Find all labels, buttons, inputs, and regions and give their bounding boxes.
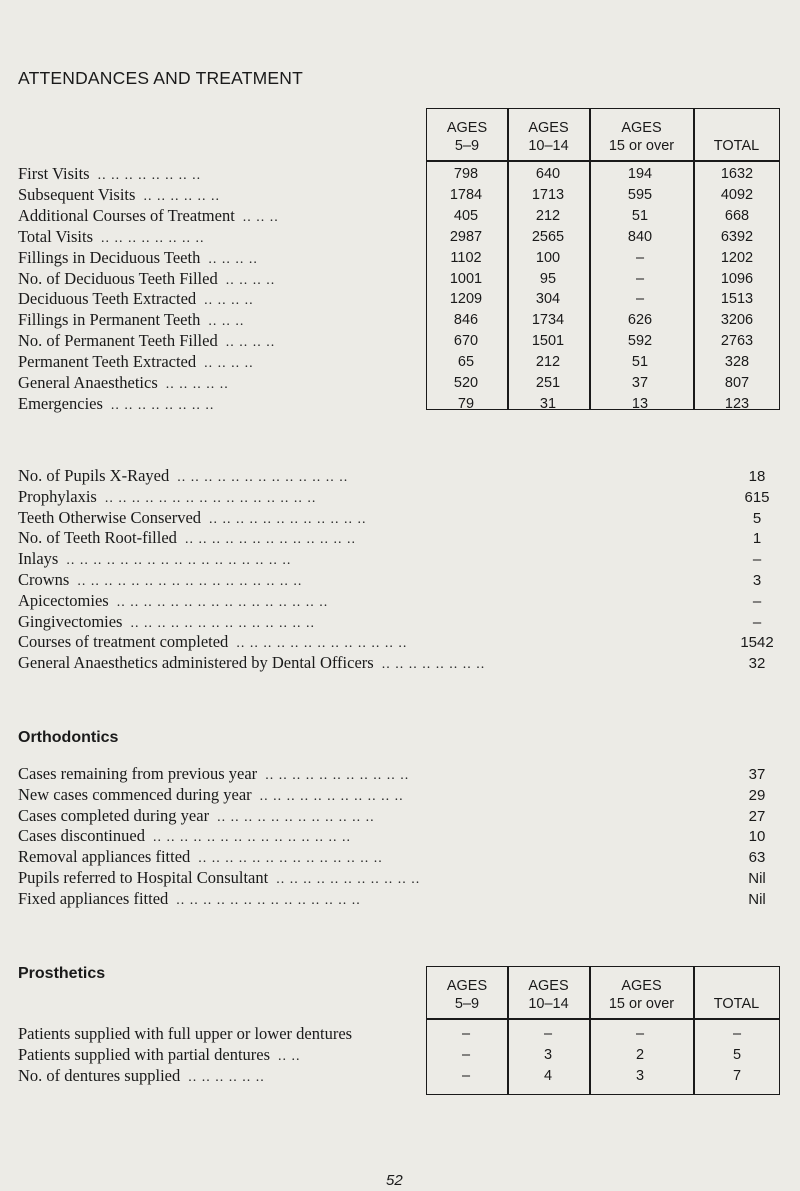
row-label — [18, 612, 315, 632]
list-value: 18 — [748, 468, 766, 485]
table-cell: – — [635, 1026, 645, 1042]
table-cell: 95 — [539, 271, 557, 287]
row-label-text: Cases discontinued — [18, 826, 145, 845]
row-label-text: New cases commenced during year — [18, 785, 252, 804]
table-cell: 31 — [539, 396, 557, 412]
list-value: 1 — [752, 530, 762, 547]
row-label-text: No. of Teeth Root-filled — [18, 528, 177, 547]
table-cell: 670 — [453, 333, 479, 349]
table-cell: – — [461, 1047, 471, 1063]
row-label — [18, 466, 348, 486]
leader-dots: .. .. .. .. .. .. .. .. .. .. .. .. .. .. .. — [152, 830, 351, 845]
list-value: – — [752, 593, 762, 610]
list-value: 27 — [748, 808, 766, 825]
table-cell: 668 — [724, 208, 750, 224]
leader-dots: .. .. .. .. — [225, 335, 276, 350]
leader-dots: .. .. .. .. .. .. .. .. .. .. .. .. .. — [184, 532, 356, 547]
leader-dots: .. .. .. .. .. .. .. .. .. .. .. .. .. .. — [176, 893, 361, 908]
table-cell: 595 — [627, 187, 653, 203]
row-label-text: Additional Courses of Treatment — [18, 206, 235, 225]
table-cell: 1734 — [531, 312, 565, 328]
row-label-text: Teeth Otherwise Conserved — [18, 508, 202, 527]
leader-dots: .. .. .. .. .. .. .. .. — [110, 398, 215, 413]
table-cell: 6392 — [720, 229, 754, 245]
row-label — [18, 352, 254, 372]
row-label — [18, 764, 409, 784]
row-label-text: Cases remaining from previous year — [18, 764, 258, 783]
leader-dots: .. .. .. .. .. .. .. .. — [101, 231, 205, 246]
leader-dots: .. .. .. .. .. .. .. .. .. .. .. .. .. .. — [130, 616, 315, 631]
table-cell: 3 — [635, 1068, 645, 1084]
list-value: 615 — [744, 489, 770, 506]
table-cell: 212 — [535, 354, 561, 370]
list-value: 29 — [748, 787, 766, 804]
table-cell: 328 — [724, 354, 750, 370]
row-label-text: Pupils referred to Hospital Consultant — [18, 868, 269, 887]
table-cell: 1513 — [720, 291, 754, 307]
leader-dots: .. .. .. .. — [208, 252, 258, 267]
table-cell: 2987 — [449, 229, 483, 245]
table-cell: 51 — [631, 208, 649, 224]
list-value: – — [752, 551, 762, 568]
leader-dots: .. .. .. — [242, 210, 279, 225]
table-cell: 212 — [535, 208, 561, 224]
row-label — [18, 185, 220, 205]
leader-dots: .. .. .. .. .. .. .. .. .. .. .. .. .. .. .. .. .. — [66, 553, 292, 568]
row-label — [18, 570, 302, 590]
list-value: – — [752, 614, 762, 631]
row-label — [18, 868, 420, 888]
table-cell: 13 — [631, 396, 649, 412]
table-cell: 194 — [627, 166, 653, 182]
table-cell: 2565 — [531, 229, 565, 245]
leader-dots: .. .. .. .. .. .. .. .. .. .. .. .. .. — [177, 470, 349, 485]
row-label — [18, 632, 407, 652]
table-cell: – — [732, 1026, 742, 1042]
row-label-text: General Anaesthetics — [18, 373, 158, 392]
row-label — [18, 1066, 265, 1086]
leader-dots: .. .. .. .. .. .. .. .. .. .. .. .. .. .. .. .. .. — [77, 574, 303, 589]
table-cell: 3206 — [720, 312, 754, 328]
table-cell: 251 — [535, 375, 561, 391]
row-label — [18, 847, 383, 867]
row-label — [18, 549, 291, 569]
column-header-ages-5-9: AGES 5–9 — [446, 120, 488, 154]
page-title: ATTENDANCES AND TREATMENT — [18, 68, 304, 88]
list-value: 32 — [748, 655, 766, 672]
table-cell: 798 — [453, 166, 479, 182]
table-cell: 4092 — [720, 187, 754, 203]
row-label-text: Patients supplied with full upper or lower dentures — [18, 1024, 353, 1043]
column-header-ages-15-or-over: AGES 15 or over — [608, 120, 675, 154]
table-cell: 4 — [543, 1068, 553, 1084]
row-label — [18, 310, 244, 330]
table-cell: 3 — [543, 1047, 553, 1063]
table-cell: 37 — [631, 375, 649, 391]
table-cell: 79 — [457, 396, 475, 412]
row-label-text: Patients supplied with partial dentures — [18, 1045, 271, 1064]
table-cell: – — [635, 250, 645, 266]
table-cell: 1096 — [720, 271, 754, 287]
table-cell: 65 — [457, 354, 475, 370]
row-label — [18, 269, 275, 289]
row-label — [18, 826, 351, 846]
column-header-total: TOTAL — [713, 138, 760, 154]
leader-dots: .. .. .. .. .. .. .. .. .. .. .. — [259, 789, 404, 804]
table-cell: 5 — [732, 1047, 742, 1063]
leader-dots: .. .. .. .. .. .. — [188, 1070, 265, 1085]
leader-dots: .. .. .. .. .. .. — [143, 189, 220, 204]
row-label — [18, 508, 367, 528]
list-value: 5 — [752, 510, 762, 527]
row-label — [18, 889, 361, 909]
row-label — [18, 331, 275, 351]
row-label-text: First Visits — [18, 164, 90, 183]
row-label-text: Removal appliances fitted — [18, 847, 191, 866]
orthodontics-heading: Orthodontics — [18, 729, 119, 746]
row-label — [18, 289, 254, 309]
table-cell: 2 — [635, 1047, 645, 1063]
leader-dots: .. .. .. .. .. .. .. .. .. .. .. .. .. .. — [198, 851, 383, 866]
leader-dots: .. .. .. .. .. .. .. .. — [97, 168, 202, 183]
list-value: 1542 — [740, 634, 774, 651]
table-cell: 592 — [627, 333, 653, 349]
row-label-text: General Anaesthetics administered by Dental Officers — [18, 653, 374, 672]
table-cell: 100 — [535, 250, 561, 266]
row-label-text: Crowns — [18, 570, 70, 589]
row-label — [18, 206, 279, 226]
table-cell: 123 — [724, 396, 750, 412]
leader-dots: .. .. .. .. — [225, 273, 276, 288]
row-label-text: Gingivectomies — [18, 612, 123, 631]
prosthetics-header-total: TOTAL — [713, 996, 760, 1012]
leader-dots: .. .. .. .. .. .. .. .. .. .. .. .. — [217, 810, 375, 825]
row-label-text: Courses of treatment completed — [18, 632, 229, 651]
row-label-text: No. of Permanent Teeth Filled — [18, 331, 218, 350]
row-label — [18, 528, 356, 548]
row-label — [18, 487, 316, 507]
row-label-text: Emergencies — [18, 394, 103, 413]
row-label-text: Fillings in Permanent Teeth — [18, 310, 201, 329]
row-label-text: No. of dentures supplied — [18, 1066, 181, 1085]
row-label — [18, 785, 404, 805]
prosthetics-header-ages-5-9: AGES 5–9 — [446, 978, 488, 1012]
table-cell: – — [543, 1026, 553, 1042]
prosthetics-heading: Prosthetics — [18, 965, 106, 982]
table-cell: 846 — [453, 312, 479, 328]
list-value: Nil — [748, 870, 766, 887]
row-label — [18, 394, 214, 414]
table-cell: 807 — [724, 375, 750, 391]
table-cell: 640 — [535, 166, 561, 182]
row-label — [18, 1045, 301, 1065]
list-value: 37 — [748, 766, 766, 783]
list-value: Nil — [748, 891, 766, 908]
table-cell: – — [635, 271, 645, 287]
row-label — [18, 591, 328, 611]
table-cell: 1713 — [531, 187, 565, 203]
row-label-text: Inlays — [18, 549, 59, 568]
table-cell: 626 — [627, 312, 653, 328]
row-label-text: Subsequent Visits — [18, 185, 136, 204]
table-cell: 840 — [627, 229, 653, 245]
table-cell: 1102 — [450, 250, 482, 266]
table-cell: 1784 — [449, 187, 483, 203]
page-number: 52 — [386, 1172, 403, 1189]
leader-dots: .. .. .. .. .. .. .. .. .. .. .. — [276, 872, 421, 887]
row-label-text: Deciduous Teeth Extracted — [18, 289, 197, 308]
leader-dots: .. .. .. .. .. .. .. .. .. .. .. .. .. — [236, 636, 408, 651]
prosthetics-header-ages-15-or-over: AGES 15 or over — [608, 978, 675, 1012]
table-cell: 1001 — [449, 271, 483, 287]
prosthetics-header-ages-10-14: AGES 10–14 — [528, 978, 569, 1012]
table-cell: – — [461, 1068, 471, 1084]
table-cell: 405 — [453, 208, 479, 224]
row-label-text: Apicectomies — [18, 591, 109, 610]
leader-dots: .. .. .. — [208, 314, 245, 329]
leader-dots: .. .. .. .. .. .. .. .. — [381, 657, 486, 672]
table-cell: – — [461, 1026, 471, 1042]
list-value: 63 — [748, 849, 766, 866]
table-cell: 520 — [453, 375, 479, 391]
row-label — [18, 248, 258, 268]
row-label-text: Cases completed during year — [18, 806, 210, 825]
table-cell: 1632 — [720, 166, 754, 182]
table-cell: 1202 — [720, 250, 754, 266]
leader-dots: .. .. .. .. .. .. .. .. .. .. .. .. .. .. .. .. — [104, 491, 317, 506]
table-cell: 2763 — [720, 333, 754, 349]
row-label — [18, 227, 205, 247]
row-label-text: Fillings in Deciduous Teeth — [18, 248, 201, 267]
leader-dots: .. .. .. .. .. .. .. .. .. .. .. — [265, 768, 410, 783]
row-label — [18, 806, 375, 826]
row-label — [18, 164, 201, 184]
leader-dots: .. .. .. .. .. .. .. .. .. .. .. .. .. .. .. .. — [116, 595, 329, 610]
row-label-text: Total Visits — [18, 227, 94, 246]
leader-dots: .. .. .. .. .. — [165, 377, 229, 392]
table-cell: 304 — [535, 291, 561, 307]
table-cell: – — [635, 291, 645, 307]
list-value: 10 — [748, 828, 766, 845]
leader-dots: .. .. .. .. — [204, 356, 254, 371]
table-cell: 7 — [732, 1068, 742, 1084]
row-label — [18, 653, 485, 673]
leader-dots: .. .. .. .. .. .. .. .. .. .. .. .. — [209, 512, 367, 527]
row-label-text: Permanent Teeth Extracted — [18, 352, 197, 371]
table-cell: 51 — [631, 354, 649, 370]
row-label — [18, 373, 229, 393]
row-label-text: No. of Deciduous Teeth Filled — [18, 269, 218, 288]
column-header-ages-10-14: AGES 10–14 — [528, 120, 569, 154]
leader-dots: .. .. — [278, 1049, 301, 1064]
row-label-text: Prophylaxis — [18, 487, 97, 506]
leader-dots: .. .. .. .. — [204, 293, 254, 308]
table-cell: 1209 — [449, 291, 483, 307]
table-cell: 1501 — [531, 333, 565, 349]
row-label-text: No. of Pupils X-Rayed — [18, 466, 170, 485]
row-label-text: Fixed appliances fitted — [18, 889, 169, 908]
list-value: 3 — [752, 572, 762, 589]
row-label — [18, 1024, 360, 1044]
